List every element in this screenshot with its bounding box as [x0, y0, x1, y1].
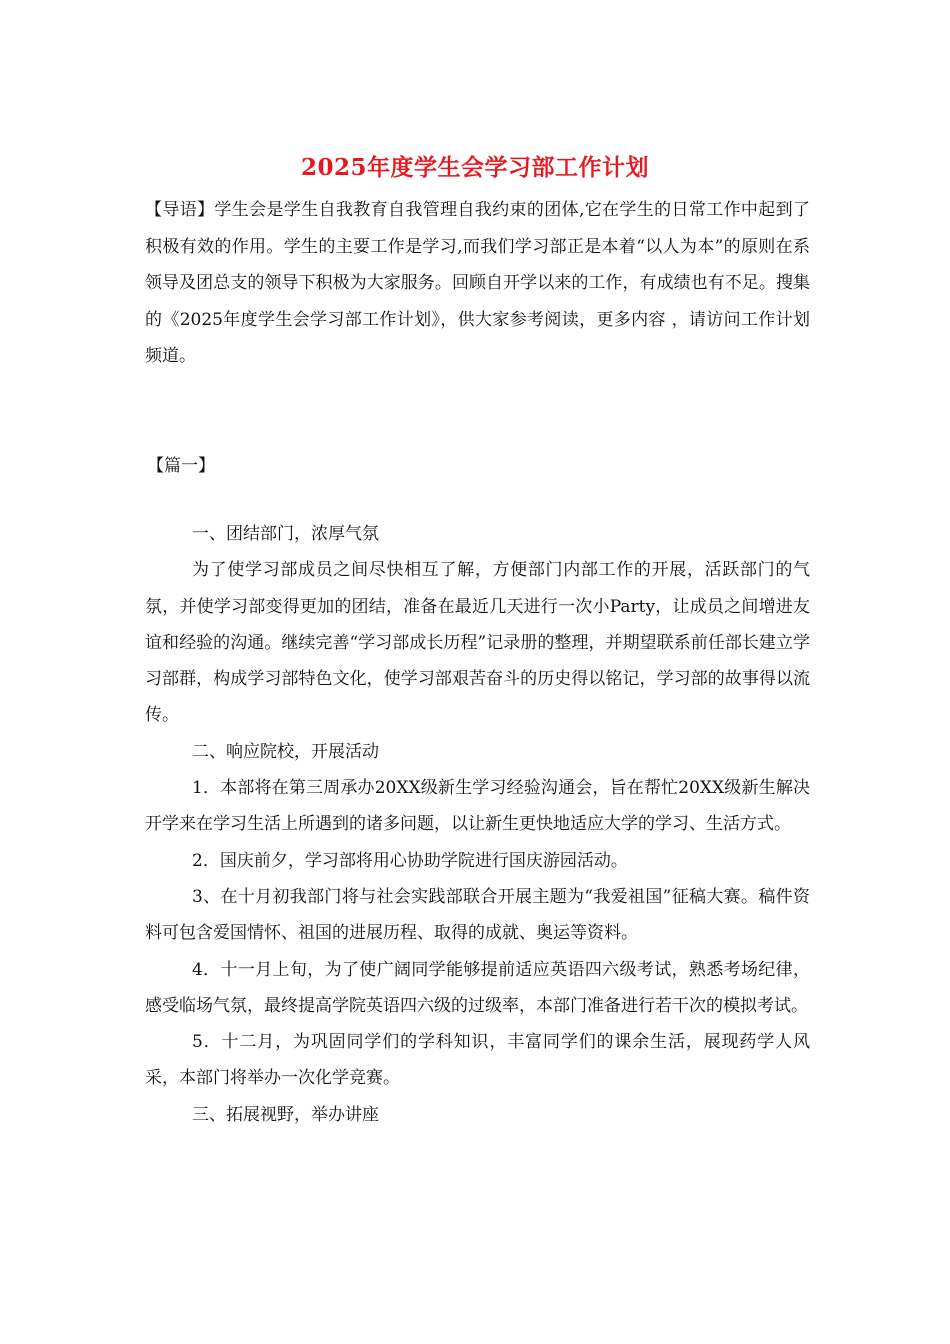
- intro-paragraph: 【导语】学生会是学生自我教育自我管理自我约束的团体,它在学生的日常工作中起到了积极有效的作用。学生的主要工作是学习,而我们学习部正是本着“以人为本”的原则在系领导及团总支的领导下积极为大家服务。回顾自开学以来的工作，有成绩也有不足。搜集的《2025年度学生会学习部工作计划》，供大家参考阅读，更多内容 ，请访问工作计划频道。: [145, 200, 810, 366]
- section-label: 【篇一】: [147, 456, 215, 476]
- heading-respond-activities: 二、响应院校，开展活动: [192, 741, 379, 762]
- list-item-1: 1．本部将在第三周承办20XX级新生学习经验沟通会，旨在帮忙20XX级新生解决开学来在学习生活上所遇到的诸多问题，以让新生更快地适应大学的学习、生活方式。: [145, 778, 810, 835]
- list-item-3: 3、在十月初我部门将与社会实践部联合开展主题为“我爱祖国”征稿大赛。稿件资料可包含爱国情怀、祖国的进展历程、取得的成就、奥运等资料。: [145, 886, 810, 944]
- list-item-4: 4．十一月上旬，为了使广阔同学能够提前适应英语四六级考试，熟悉考场纪律，感受临场气氛，最终提高学院英语四六级的过级率，本部门准备进行若干次的模拟考试。: [145, 959, 810, 1016]
- list-item-2: 2．国庆前夕，学习部将用心协助学院进行国庆游园活动。: [192, 850, 628, 871]
- heading-expand-lectures: 三、拓展视野，举办讲座: [192, 1104, 379, 1125]
- list-item-5: 5．十二月，为巩固同学们的学科知识，丰富同学们的课余生活，展现药学人风采，本部门将举办一次化学竞赛。: [145, 1032, 810, 1089]
- body-text: [145, 516, 810, 1133]
- heading-unite-department: 一、团结部门，浓厚气氛: [192, 524, 379, 544]
- document-title: 2025年度学生会学习部工作计划: [300, 154, 649, 181]
- paragraph-unite-department: 为了使学习部成员之间尽快相互了解，方便部门内部工作的开展，活跃部门的气氛，并使学习部变得更加的团结，准备在最近几天进行一次小Party，让成员之间增进友谊和经验的沟通。继续完善“学习部成长历程”记录册的整理，并期望联系前任部长建立学习部群，构成学习部特色文化，使学习部艰苦奋斗的历史得以铭记，学习部的故事得以流传。: [145, 560, 810, 726]
